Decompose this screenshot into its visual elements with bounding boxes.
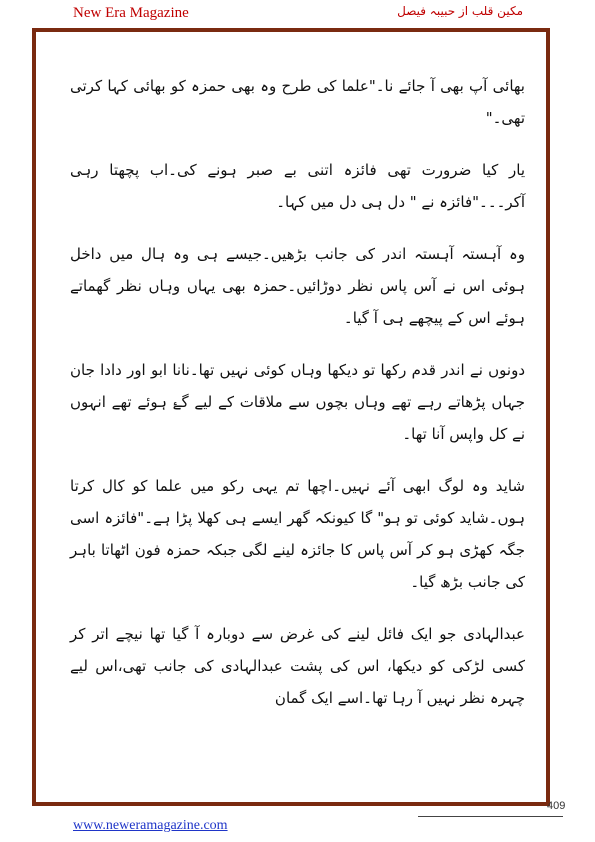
website-link[interactable]: www.neweramagazine.com: [73, 818, 228, 833]
paragraph: یار کیا ضرورت تھی فائزہ اتنی بے صبر ہونے کی۔اب پچھتا رہی آکر۔۔۔"فائزہ نے " دل ہی دل میں کہا۔: [70, 161, 525, 211]
paragraph: بھائی آپ بھی آ جائے نا۔"علما کی طرح وہ بھی حمزہ کو بھائی کہا کرتی تھی۔": [70, 77, 525, 127]
magazine-name: New Era Magazine: [73, 5, 189, 21]
paragraph: عبدالہادی جو ایک فائل لینے کی غرض سے دوبارہ آ گیا تھا نیچے اتر کر کسی لڑکی کو دیکھا، اس کی پشت عبدالہادی کی جانب تھی،اس لیے چہرہ نظر نہیں آ رہا تھا۔اسے ایک گمان: [70, 625, 525, 707]
story-title: مکین قلب از حبیبہ فیصل: [397, 4, 523, 18]
paragraph: دونوں نے اندر قدم رکھا تو دیکھا وہاں کوئی نہیں تھا۔نانا ابو اور دادا جان جہاں پڑھاتے رہے تھے وہاں بچوں سے ملاقات کے لیے گۓ ہوئے تھے انہوں نے کل واپس آنا تھا۔: [70, 361, 525, 443]
page-number-rule: [418, 816, 563, 817]
story-body: [70, 70, 525, 734]
page-number: 409: [547, 800, 566, 812]
paragraph: وہ آہستہ آہستہ اندر کی جانب بڑھیں۔جیسے ہی وہ ہال میں داخل ہوئی اس نے آس پاس نظر دوڑائیں۔حمزہ بھی یہاں وہاں نظر گھماتے ہوئے اس کے پیچھے ہی آ گیا۔: [70, 245, 525, 327]
paragraph: شاید وہ لوگ ابھی آئے نہیں۔اچھا تم یہی رکو میں علما کو کال کرتا ہوں۔شاید کوئی تو ہو" گا کیونکہ گھر ایسے ہی کھلا پڑا ہے۔"فائزہ اسی جگہ کھڑی ہو کر آس پاس کا جائزہ لینے لگی جبکہ حمزہ فون اٹھاتا باہر کی جانب بڑھ گیا۔: [70, 477, 525, 591]
